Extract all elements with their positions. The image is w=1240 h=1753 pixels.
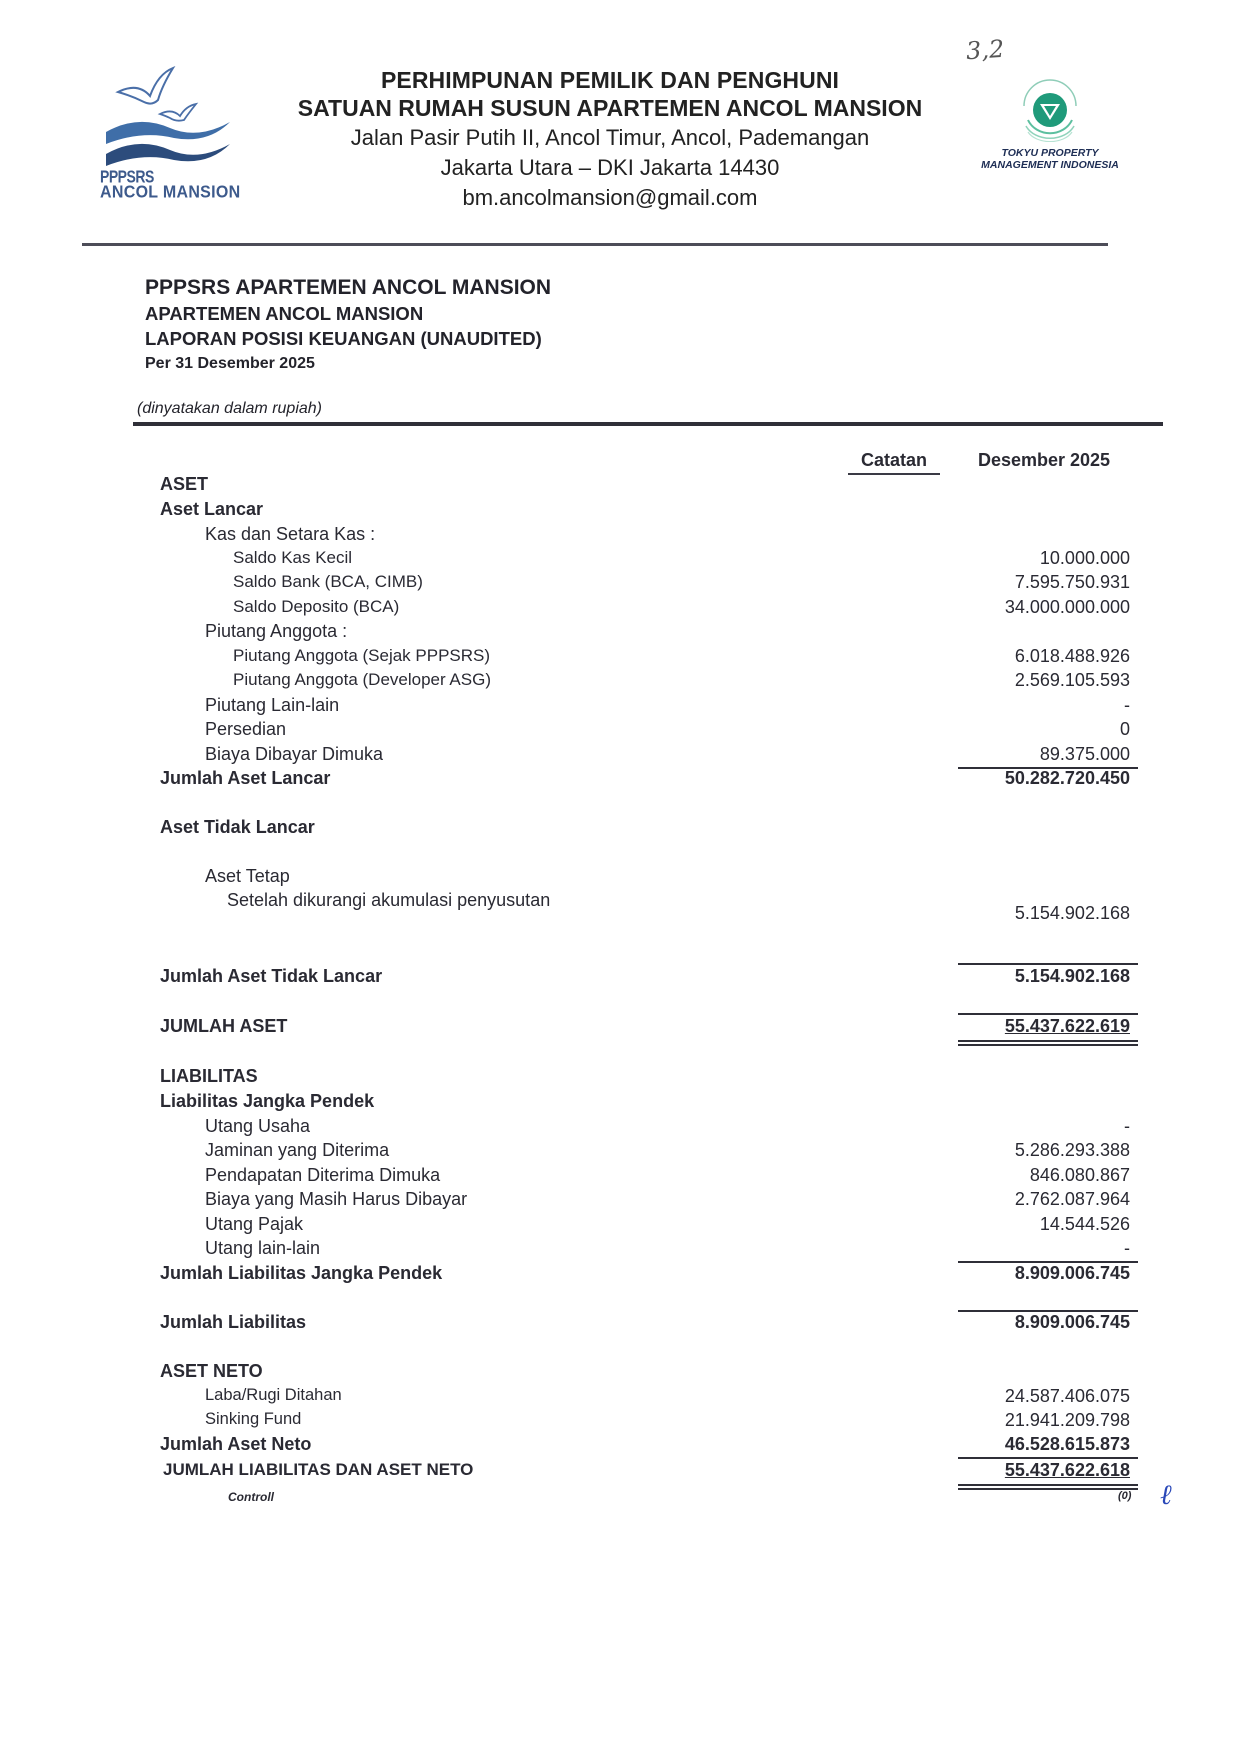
group-heading-cash: Kas dan Setara Kas : — [205, 524, 376, 544]
logo-text-pppsrs: PPPSRS — [100, 166, 154, 186]
total-row-current-assets: Jumlah Aset Lancar 50.282.720.450 — [160, 768, 1130, 788]
header-rule — [133, 422, 1163, 426]
table-row: Saldo Kas Kecil 10.000.000 — [233, 548, 1130, 568]
group-heading-receivables: Piutang Anggota : — [205, 621, 348, 641]
total-row-net-assets: Jumlah Aset Neto 46.528.615.873 — [160, 1434, 1130, 1454]
table-row: Piutang Anggota (Sejak PPPSRS) 6.018.488.926 — [233, 646, 1130, 666]
double-rule-2 — [958, 1488, 1138, 1490]
grand-total-row: JUMLAH LIABILITAS DAN ASET NETO 55.437.622.618 — [163, 1460, 1130, 1480]
table-row: Pendapatan Diterima Dimuka 846.080.867 — [205, 1165, 1130, 1185]
total-row-assets: JUMLAH ASET 55.437.622.619 — [160, 1016, 1130, 1036]
report-titles — [145, 275, 551, 375]
section-heading-assets: ASET — [160, 474, 209, 494]
group-heading-fixed-assets: Aset Tetap — [205, 866, 290, 886]
section-heading-liabilities: LIABILITAS — [160, 1066, 258, 1086]
report-date: Per 31 Desember 2025 — [145, 355, 315, 372]
table-row: Biaya Dibayar Dimuka 89.375.000 — [205, 744, 1130, 764]
table-row: Piutang Lain-lain - — [205, 695, 1130, 715]
table-row: Sinking Fund 21.941.209.798 — [205, 1410, 1130, 1430]
org-name-line2: SATUAN RUMAH SUSUN APARTEMEN ANCOL MANSION — [297, 95, 923, 121]
unit-note: (dinyatakan dalam rupiah) — [137, 400, 322, 417]
total-row-liabilities: Jumlah Liabilitas 8.909.006.745 — [160, 1312, 1130, 1332]
tokyu-logo — [965, 76, 1135, 186]
column-header-period: Desember 2025 — [977, 450, 1111, 470]
check-mark-icon: ℓ — [1160, 1478, 1172, 1511]
total-row-noncurrent-assets: Jumlah Aset Tidak Lancar 5.154.902.168 — [160, 966, 1130, 986]
pppsrs-logo — [98, 62, 241, 202]
report-entity: PPPSRS APARTEMEN ANCOL MANSION — [145, 276, 552, 299]
control-label: Controll — [228, 1490, 274, 1504]
report-title: LAPORAN POSISI KEUANGAN (UNAUDITED) — [145, 328, 542, 349]
tokyu-text-line1: TOKYU PROPERTY — [1001, 147, 1099, 159]
double-rule-1 — [958, 1040, 1138, 1042]
table-row: Saldo Deposito (BCA) 34.000.000.000 — [233, 597, 1130, 617]
letterhead — [250, 66, 970, 213]
total-rule-top — [958, 1013, 1138, 1015]
table-row: Laba/Rugi Ditahan 24.587.406.075 — [205, 1386, 1130, 1406]
table-row: Piutang Anggota (Developer ASG) 2.569.105.593 — [233, 670, 1130, 690]
table-row: Jaminan yang Diterima 5.286.293.388 — [205, 1140, 1130, 1160]
org-name-line1: PERHIMPUNAN PEMILIK DAN PENGHUNI — [380, 67, 840, 93]
tokyu-emblem-icon — [1018, 76, 1082, 142]
control-value: (0) — [1118, 1490, 1132, 1502]
address-line1: Jalan Pasir Putih II, Ancol Timur, Ancol, Pademangan — [350, 125, 870, 150]
column-header-note: Catatan — [848, 450, 940, 475]
fixed-assets-value: 5.154.902.168 — [1014, 903, 1130, 923]
report-subentity: APARTEMEN ANCOL MANSION — [145, 303, 424, 324]
subtotal-rule — [958, 963, 1138, 965]
logo-text-ancol-mansion: ANCOL MANSION — [100, 183, 241, 202]
subsection-heading-current-assets: Aset Lancar — [160, 499, 264, 519]
handwritten-note: 3,2 — [965, 34, 1006, 66]
email: bm.ancolmansion@gmail.com — [462, 185, 758, 210]
address-line2: Jakarta Utara – DKI Jakarta 14430 — [440, 155, 780, 180]
table-row: Setelah dikurangi akumulasi penyusutan — [227, 890, 551, 910]
total-rule-top — [958, 1457, 1138, 1459]
double-rule-2 — [958, 1044, 1138, 1046]
section-heading-net-assets: ASET NETO — [160, 1361, 263, 1381]
table-row: Persedian 0 — [205, 719, 1130, 739]
subsection-heading-short-liabilities: Liabilitas Jangka Pendek — [160, 1091, 375, 1111]
table-row: Utang Pajak 14.544.526 — [205, 1214, 1130, 1234]
table-row: Utang lain-lain - — [205, 1238, 1130, 1258]
subsection-heading-noncurrent-assets: Aset Tidak Lancar — [160, 817, 315, 837]
total-row-short-liabilities: Jumlah Liabilitas Jangka Pendek 8.909.006.745 — [160, 1263, 1130, 1283]
table-row: Saldo Bank (BCA, CIMB) 7.595.750.931 — [233, 572, 1130, 592]
seagull-waves-icon — [98, 62, 238, 166]
table-row: Utang Usaha - — [205, 1116, 1130, 1136]
table-row: Biaya yang Masih Harus Dibayar 2.762.087.964 — [205, 1189, 1130, 1209]
double-rule-1 — [958, 1484, 1138, 1486]
letterhead-divider — [82, 243, 1108, 246]
tokyu-text-line2: MANAGEMENT INDONESIA — [981, 159, 1119, 171]
